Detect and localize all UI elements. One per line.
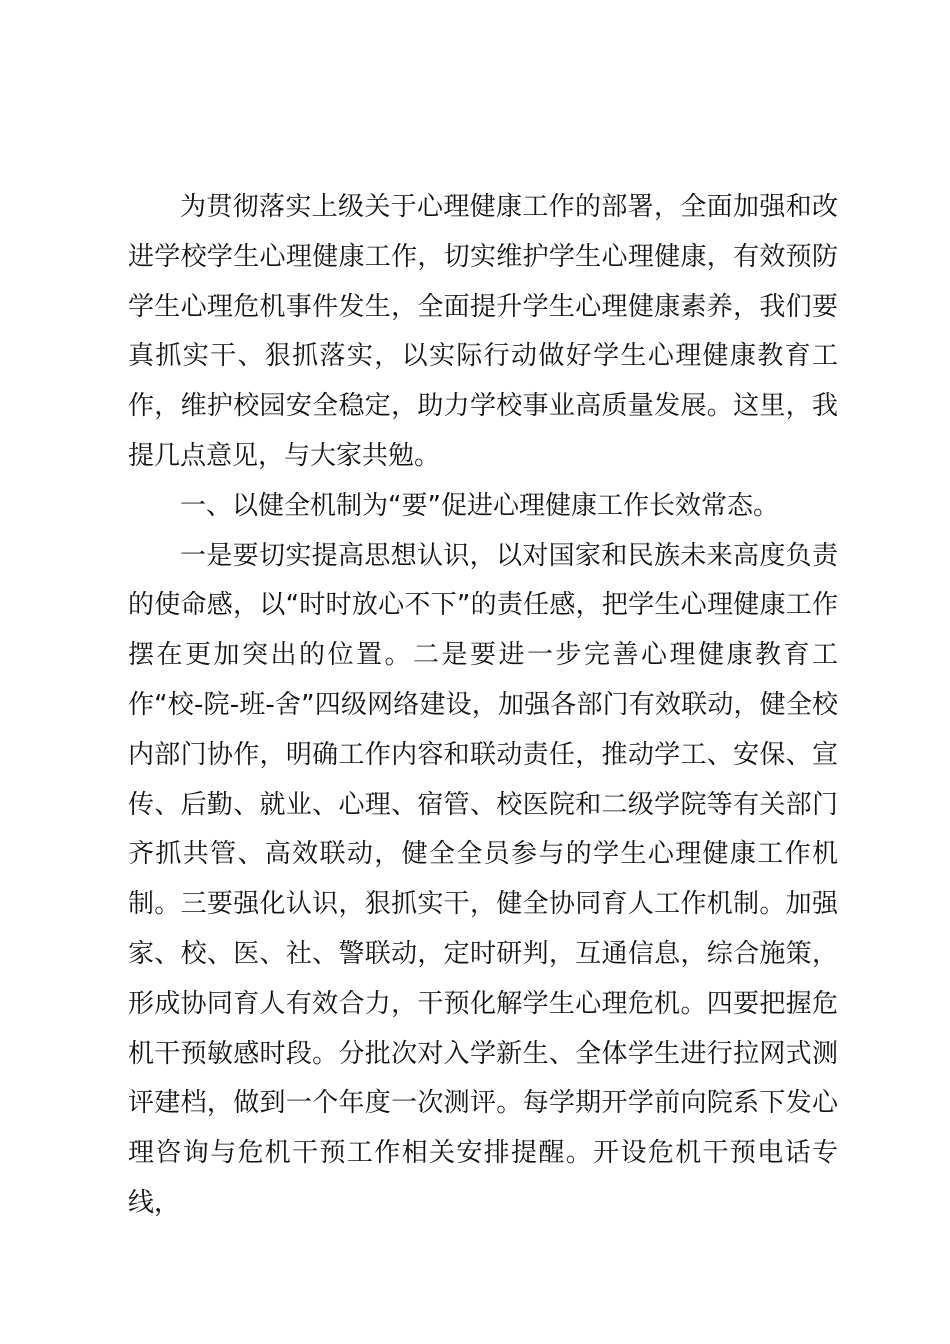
document-body xyxy=(128,183,838,1229)
section-heading: 一、以健全机制为“要”促进心理健康工作长效常态。 xyxy=(180,490,779,521)
body-paragraph: 一是要切实提高思想认识，以对国家和民族未来高度负责的使命感，以“时时放心不下”的责任感，把学生心理健康工作摆在更加突出的位置。二是要进一步完善心理健康教育工作“校-院-班-舍”四级网络建设，加强各部门有效联动，健全校内部门协作，明确工作内容和联动责任，推动学工、安保、宣传、后勤、就业、心理、宿管、校医院和二级学院等有关部门齐抓共管、高效联动，健全全员参与的学生心理健康工作机制。三要强化认识，狠抓实干，健全协同育人工作机制。加强家、校、医、社、警联动，定时研判，互通信息，综合施策，形成协同育人有效合力，干预化解学生心理危机。四要把握危机干预敏感时段。分批次对入学新生、全体学生进行拉网式测评建档，做到一个年度一次测评。每学期开学前向院系下发心理咨询与危机干预工作相关安排提醒。开设危机干预电话专线， xyxy=(128,540,838,1218)
intro-paragraph: 为贯彻落实上级关于心理健康工作的部署，全面加强和改进学校学生心理健康工作，切实维护学生心理健康，有效预防学生心理危机事件发生，全面提升学生心理健康素养，我们要真抓实干、狠抓落实，以实际行动做好学生心理健康教育工作，维护校园安全稳定，助力学校事业高质量发展。这里，我提几点意见，与大家共勉。 xyxy=(128,192,838,471)
